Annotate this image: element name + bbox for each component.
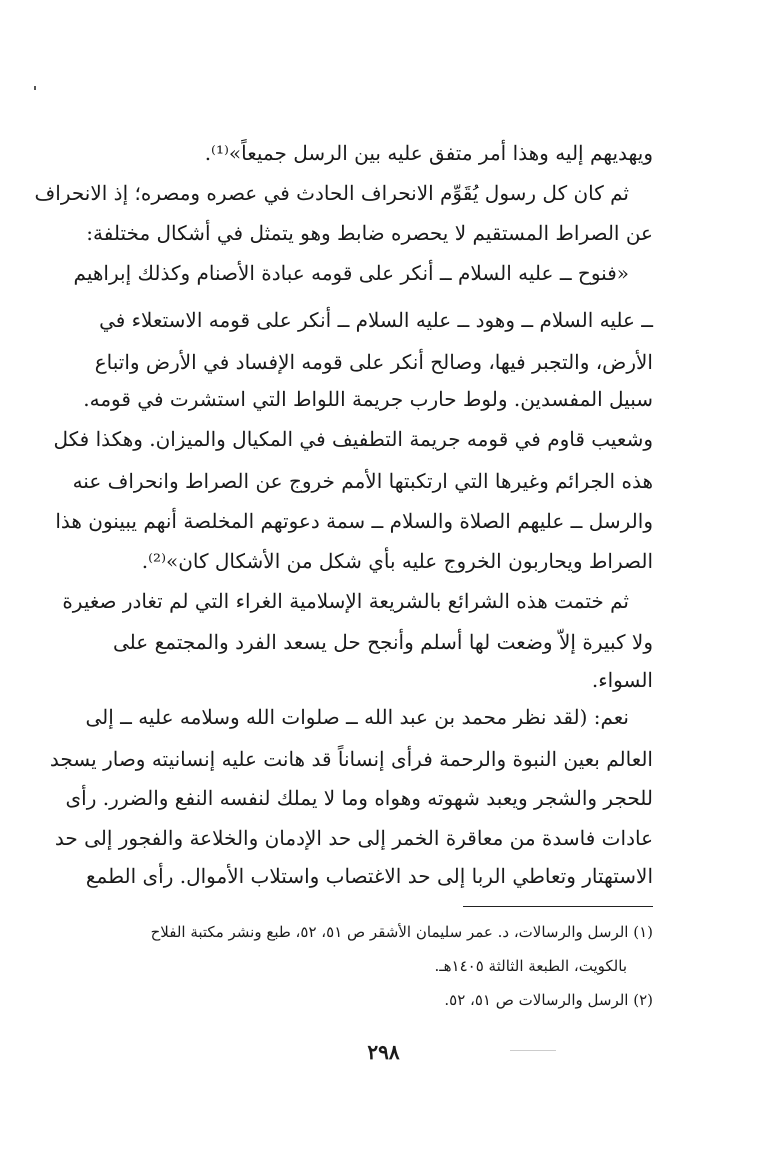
body-line: سبيل المفسدين. ولوط حارب جريمة اللواط التي استشرت في قومه. [83,387,653,411]
body-line: ثم كان كل رسول يُقَوِّم الانحراف الحادث في عصره ومصره؛ إذ الانحراف [34,181,629,205]
body-line: ثم ختمت هذه الشرائع بالشريعة الإسلامية الغراء التي لم تغادر صغيرة [62,589,629,613]
body-line: ولا كبيرة إلاّ وضعت لها أسلم وأنجح حل يسعد الفرد والمجتمع على [113,630,653,654]
scan-speck [34,86,36,90]
body-line: السواء. [591,668,653,692]
body-line: وشعيب قاوم في قومه جريمة التطفيف في المكيال والميزان. وهكذا فكل [53,427,653,451]
body-line: عادات فاسدة من معاقرة الخمر إلى حد الإدمان والخلاعة والفجور إلى حد [54,826,653,850]
body-line: الاستهتار وتعاطي الربا إلى حد الاغتصاب واستلاب الأموال. رأى الطمع [85,864,653,888]
body-line: العالم بعين النبوة والرحمة فرأى إنساناً قد هانت عليه إنسانيته وصار يسجد [49,747,653,771]
body-line: هذه الجرائم وغيرها التي ارتكبتها الأمم خروج عن الصراط وانحراف عنه [72,469,653,493]
page-number: ٢٩٨ [367,1040,400,1064]
body-line: ويهديهم إليه وهذا أمر متفق عليه بين الرسل جميعاً»⁽¹⁾. [204,141,653,165]
body-line: «فنوح ــ عليه السلام ــ أنكر على قومه عبادة الأصنام وكذلك إبراهيم [73,261,629,285]
body-line: نعم: (لقد نظر محمد بن عبد الله ــ صلوات الله وسلامه عليه ــ إلى [85,705,629,729]
footnote-1-continued: بالكويت، الطبعة الثالثة ١٤٠٥هـ. [434,957,627,975]
body-line: عن الصراط المستقيم لا يحصره ضابط وهو يتمثل في أشكال مختلفة: [86,221,653,245]
body-line: ــ عليه السلام ــ وهود ــ عليه السلام ــ أنكر على قومه الاستعلاء في [99,308,653,332]
footnote-1: (١) الرسل والرسالات، د. عمر سليمان الأشقر ص ٥١، ٥٢، طبع ونشر مكتبة الفلاح [150,923,653,941]
footnote-divider [463,906,653,907]
body-line: الصراط ويحاربون الخروج عليه بأي شكل من الأشكال كان»⁽²⁾. [141,549,653,573]
body-line: والرسل ــ عليهم الصلاة والسلام ــ سمة دعوتهم المخلصة أنهم يبينون هذا [55,509,653,533]
body-line: الأرض، والتجبر فيها، وصالح أنكر على قومه الإفساد في الأرض واتباع [94,350,653,374]
footnote-2: (٢) الرسل والرسالات ص ٥١، ٥٢. [444,991,653,1009]
body-line: للحجر والشجر ويعبد شهوته وهواه وما لا يملك لنفسه النفع والضرر. رأى [65,786,653,810]
